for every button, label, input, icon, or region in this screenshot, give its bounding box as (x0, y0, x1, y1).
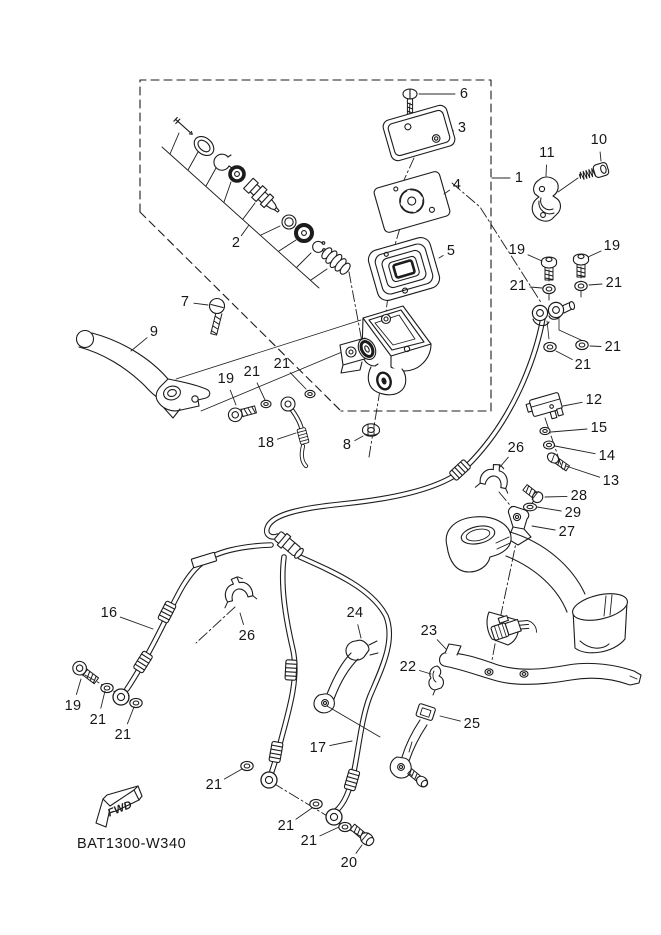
part-callout: 2 (231, 234, 241, 251)
part-callout: 6 (459, 85, 469, 102)
leader-line (330, 741, 352, 746)
leader-line (500, 457, 508, 467)
lower-triple-clamp (446, 517, 630, 653)
part-callout: 21 (243, 363, 261, 380)
washer (130, 698, 142, 707)
leader-lines (76, 94, 602, 853)
centerlines (85, 103, 581, 836)
kit-seal (230, 167, 244, 181)
leader-line (555, 446, 595, 454)
leader-line (566, 466, 600, 477)
reservoir-cap (381, 104, 456, 163)
part-callout: 19 (603, 237, 621, 254)
part-callout: 19 (508, 241, 526, 258)
part-callout: 16 (100, 604, 118, 621)
part-callout: 28 (570, 487, 588, 504)
hose-eye (113, 689, 129, 705)
part-callout: 9 (149, 323, 159, 340)
part-callout: 29 (564, 504, 582, 521)
bracket-24 (314, 640, 380, 737)
leader-line (240, 613, 244, 625)
hose-clamp-26 (218, 574, 257, 608)
part-callout: 17 (309, 739, 327, 756)
leader-line (420, 671, 432, 675)
part-callout: 21 (273, 355, 291, 372)
part-callout: 25 (463, 715, 481, 732)
banjo-bolt (227, 403, 257, 423)
banjo-bolt (70, 659, 100, 687)
leader-line (600, 152, 601, 161)
handlebar-clamp (532, 177, 560, 221)
part-callout: 12 (585, 391, 603, 408)
lever-pivot-screw (210, 299, 225, 336)
part-callout: 22 (399, 658, 417, 675)
leader-line (537, 507, 561, 511)
leader-line (356, 845, 362, 853)
switch-washer (544, 441, 555, 449)
hose-sleeve (158, 601, 177, 624)
leader-line (290, 373, 306, 389)
part-callout: 8 (342, 436, 352, 453)
leader-line (532, 526, 555, 530)
leader-line (131, 338, 147, 351)
leader-line (437, 640, 446, 649)
kit-clip (313, 241, 326, 252)
hose-collar (191, 552, 217, 568)
part-callout: 21 (300, 832, 318, 849)
leader-line (127, 707, 134, 724)
bracket-bolt (407, 768, 430, 789)
part-callout: 1 (514, 169, 524, 186)
hose-eye (326, 809, 342, 825)
hose-clamp-26 (475, 461, 513, 494)
stay-bolt (522, 483, 545, 505)
leader-line (76, 679, 81, 695)
brake-switch-group (525, 392, 570, 472)
leader-line (296, 808, 312, 819)
leader-line (101, 691, 105, 708)
washer (310, 799, 322, 808)
switch-screw (546, 451, 571, 472)
hose-eye (281, 397, 295, 411)
bracket-23 (440, 644, 642, 685)
kit-circlip (214, 154, 232, 170)
leader-line (545, 496, 567, 497)
bracket-25 (390, 703, 436, 789)
washer (241, 761, 253, 770)
washer (339, 822, 351, 831)
leader-line (224, 769, 242, 779)
part-callout: 21 (574, 356, 592, 373)
leader-line (440, 716, 460, 721)
part-callout: 21 (509, 277, 527, 294)
leader-line (355, 436, 363, 441)
hose-eye (261, 772, 277, 788)
leader-line (277, 433, 296, 439)
leader-line (230, 390, 236, 405)
part-callout: 18 (257, 434, 275, 451)
fwd-label: FWD (106, 798, 134, 820)
leader-line (556, 351, 572, 360)
union-bolt-20 (349, 822, 376, 847)
leader-line (241, 225, 249, 236)
kit-bushing (190, 133, 217, 160)
leader-line (563, 402, 582, 406)
clamp-bolt (578, 162, 610, 183)
part-callout: 19 (217, 370, 235, 387)
flange-nut (363, 424, 380, 436)
hose-sleeve (285, 660, 297, 681)
part-callout: 21 (205, 776, 223, 793)
leader-line (120, 617, 153, 629)
kit-oring (282, 215, 296, 229)
part-callout: 21 (89, 711, 107, 728)
washer (544, 342, 556, 351)
hose-eye (548, 302, 563, 317)
washer (261, 400, 271, 407)
washer (543, 284, 555, 293)
part-callout: 21 (114, 726, 132, 743)
leader-line (589, 284, 602, 285)
part-callout: 13 (602, 472, 620, 489)
leader-line (551, 429, 587, 432)
washer (575, 281, 587, 290)
fwd-arrow (96, 786, 142, 827)
hose-sleeve-18 (297, 427, 309, 444)
part-callout: 14 (598, 447, 616, 464)
leader-line (546, 165, 547, 176)
hose-sleeve (344, 769, 360, 791)
part-callout: 11 (539, 144, 555, 161)
leader-line (194, 303, 208, 305)
washer (101, 683, 113, 692)
switch-washer (540, 427, 550, 434)
part-code: BAT1300-W340 (77, 836, 187, 852)
hose-sleeve (269, 741, 283, 763)
kit-cup (296, 225, 312, 241)
hose-eye (532, 305, 547, 320)
part-callout: 21 (605, 274, 623, 291)
part-callout: 7 (180, 293, 190, 310)
part-callout: 24 (346, 604, 364, 621)
clamp-22 (429, 666, 444, 695)
washer (576, 340, 588, 349)
leader-line (439, 256, 443, 259)
part-callout: 10 (590, 131, 608, 148)
part-callout: 20 (340, 854, 358, 871)
part-callout: 5 (446, 242, 456, 259)
part-callout: 4 (452, 176, 462, 193)
leader-line (320, 827, 339, 836)
leader-line (588, 251, 601, 257)
kit-pin (174, 117, 195, 137)
part-callout: 26 (238, 627, 256, 644)
washer (305, 390, 315, 397)
part-callout: 23 (420, 622, 438, 639)
brake-switch (525, 392, 564, 424)
part-callout: 15 (590, 419, 608, 436)
part-callout: 21 (277, 817, 295, 834)
part-callout: 3 (457, 119, 467, 136)
leader-line (528, 255, 542, 261)
part-callout: 21 (604, 338, 622, 355)
part-callout: 26 (507, 439, 525, 456)
leader-line (590, 346, 601, 347)
hose-sleeve (133, 651, 153, 674)
part-callout: 27 (558, 523, 576, 540)
lever-side-fitting (227, 390, 315, 466)
kit-spring (319, 245, 353, 277)
part-callout: 19 (64, 697, 82, 714)
diaphragm-plate (373, 171, 451, 234)
master-cylinder-body (340, 306, 431, 395)
diaphragm (366, 235, 442, 303)
stay-group (508, 483, 545, 545)
leader-line (358, 625, 361, 638)
